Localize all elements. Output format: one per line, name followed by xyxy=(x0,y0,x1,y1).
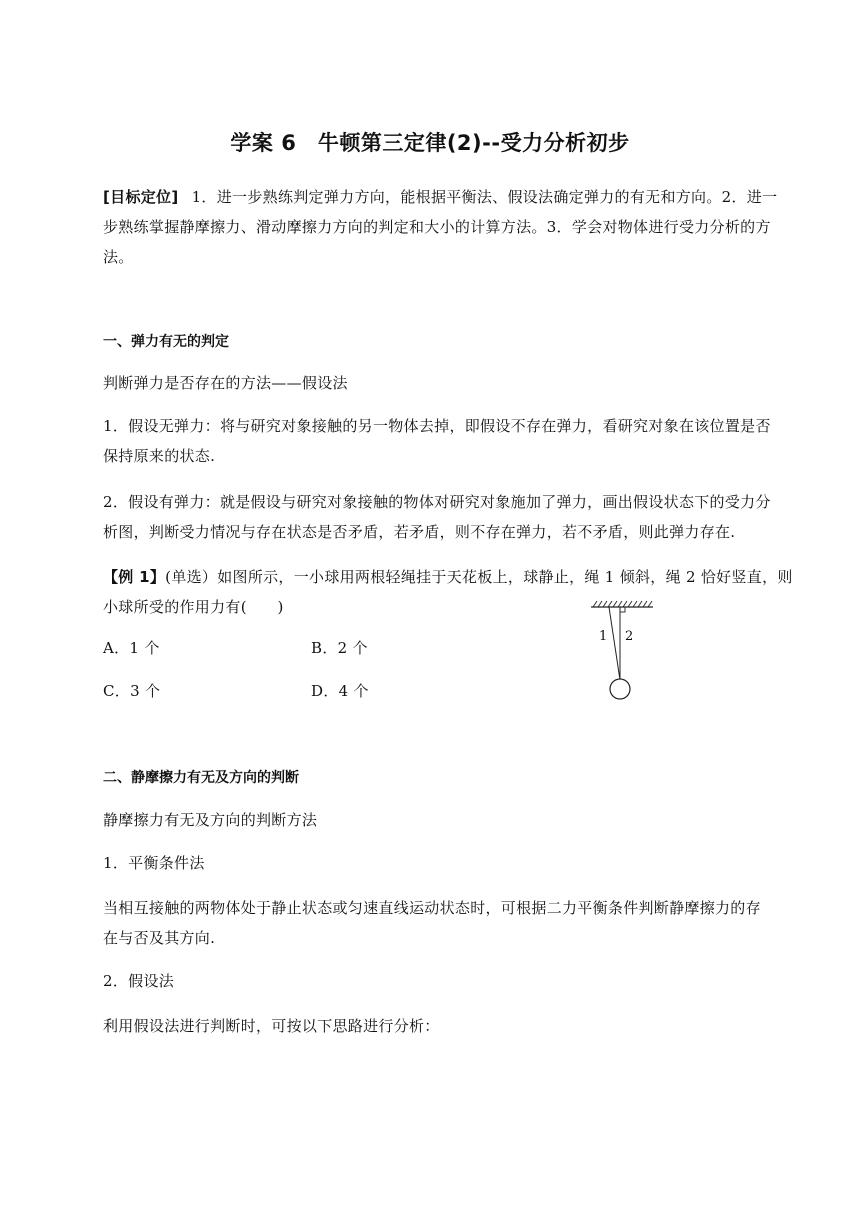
option-d: D．4 个 xyxy=(311,682,369,700)
section-1-heading: 一、弹力有无的判定 xyxy=(103,334,229,350)
option-b: B．2 个 xyxy=(311,639,368,657)
section-1-item-1-line-1: 1．假设无弹力：将与研究对象接触的另一物体去掉，即假设不存在弹力，看研究对象在该位置是否 xyxy=(103,417,771,435)
hanging-ball-figure xyxy=(585,598,665,708)
rope-1 xyxy=(609,607,620,680)
rope-2-label: 2 xyxy=(625,629,634,644)
section-1-intro: 判断弹力是否存在的方法——假设法 xyxy=(103,374,348,392)
section-1-item-2-line-2: 析图，判断受力情况与存在状态是否矛盾，若矛盾，则不存在弹力，若不矛盾，则此弹力存在. xyxy=(103,523,736,541)
example-1-line-2: 小球所受的作用力有( ) xyxy=(103,598,284,616)
method-1-title: 1．平衡条件法 xyxy=(103,854,205,872)
page-title: 学案 6 牛顿第三定律(2)--受力分析初步 xyxy=(230,131,630,155)
ball xyxy=(610,679,630,699)
method-1-line-1: 当相互接触的两物体处于静止状态或匀速直线运动状态时，可根据二力平衡条件判断静摩擦力的存 xyxy=(103,899,761,917)
example-1-label: 【例 1】 xyxy=(103,568,166,586)
section-1-item-2-line-1: 2．假设有弹力：就是假设与研究对象接触的物体对研究对象施加了弹力，画出假设状态下的受力分 xyxy=(103,493,771,511)
objectives-line-3: 法。 xyxy=(103,248,134,266)
option-a: A．1 个 xyxy=(103,639,160,657)
rope-1-label: 1 xyxy=(599,629,608,644)
example-1-text-1: (单选）如图所示，一小球用两根轻绳挂于天花板上，球静止，绳 1 倾斜，绳 2 恰好竖直，则 xyxy=(165,568,793,586)
ceiling-hatching xyxy=(593,601,652,607)
right-angle-mark xyxy=(620,607,625,612)
example-1-line-1 xyxy=(103,562,793,593)
method-2-title: 2．假设法 xyxy=(103,972,175,990)
objectives-label: [目标定位] xyxy=(103,188,179,206)
method-1-line-2: 在与否及其方向. xyxy=(103,929,216,947)
section-2-heading: 二、静摩擦力有无及方向的判断 xyxy=(103,770,299,786)
objectives-text-1: 1．进一步熟练判定弹力方向，能根据平衡法、假设法确定弹力的有无和方向。2．进一 xyxy=(191,188,778,206)
section-1-item-1-line-2: 保持原来的状态. xyxy=(103,447,216,465)
objectives-line-2: 步熟练掌握静摩擦力、滑动摩擦力方向的判定和大小的计算方法。3．学会对物体进行受力分析的方 xyxy=(103,218,771,236)
option-c: C．3 个 xyxy=(103,682,161,700)
section-2-intro: 静摩擦力有无及方向的判断方法 xyxy=(103,811,318,829)
method-2-text: 利用假设法进行判断时，可按以下思路进行分析： xyxy=(103,1017,440,1035)
objectives-line-1 xyxy=(103,182,777,213)
